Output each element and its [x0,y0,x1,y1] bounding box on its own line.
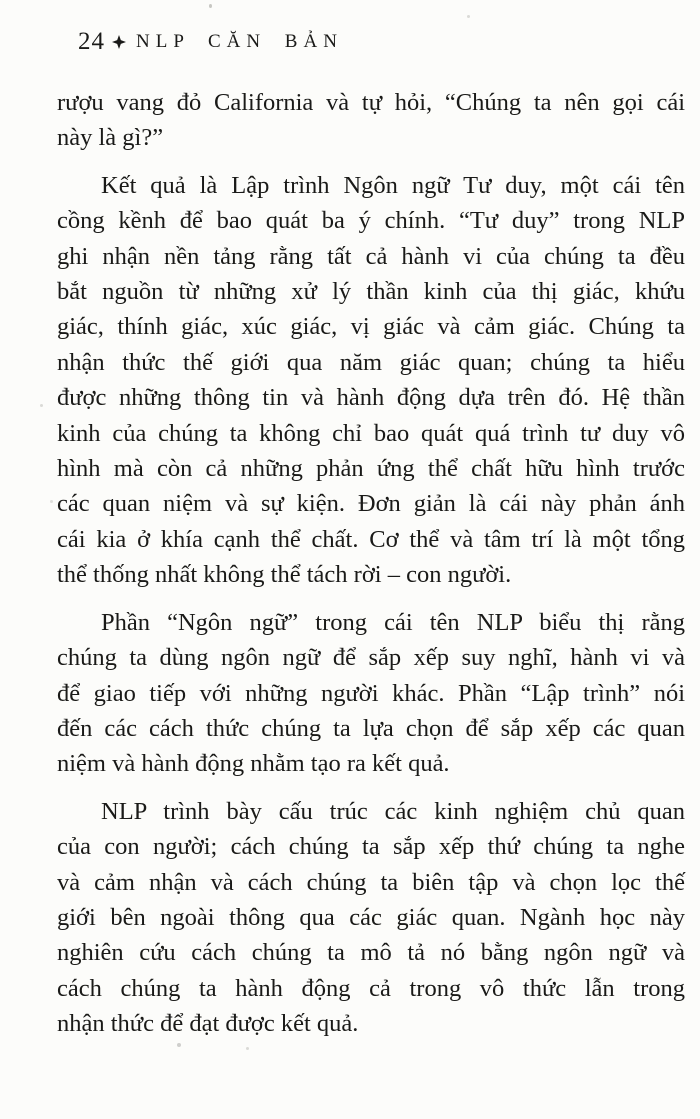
body-line: giác, thính giác, xúc giác, vị giác và cảm giác. Chúng ta [57,313,685,341]
body-line: Kết quả là Lập trình Ngôn ngữ Tư duy, một cái tên [101,171,685,199]
body-line: ghi nhận nền tảng rằng tất cả hành vi của chúng ta đều [57,242,685,270]
scan-speck [50,500,53,503]
paragraph [57,794,685,1042]
body-line: nghiên cứu cách chúng ta mô tả nó bằng ngôn ngữ và [57,939,685,967]
body-line: nhận thức để đạt được kết quả. [57,1010,359,1038]
body-line: này là gì?” [57,124,164,152]
four-pointed-star-icon [112,35,126,49]
body-line: thể thống nhất không thể tách rời – con người. [57,561,512,589]
body-line: các quan niệm và sự kiện. Đơn giản là cái này phản ánh [57,490,685,518]
body-line: hình mà còn cả những phản ứng thể chất hữu hình trước [57,455,685,483]
page-number: 24 [78,28,105,55]
body-line: kinh của chúng ta không chỉ bao quát quá trình tư duy vô [57,419,685,447]
body-line: NLP trình bày cấu trúc các kinh nghiệm chủ quan [101,797,685,825]
scan-speck [209,4,212,8]
body-line: được những thông tin và hành động dựa trên đó. Hệ thần [57,384,685,412]
body-line: của con người; cách chúng ta sắp xếp thứ chúng ta nghe [57,833,685,861]
body-line: cái kia ở khía cạnh thể chất. Cơ thể và tâm trí là một tổng [57,525,685,553]
scan-speck [246,1047,249,1050]
body-line: đến các cách thức chúng ta lựa chọn để sắp xếp các quan [57,714,685,742]
body-line: bắt nguồn từ những xử lý thần kinh của thị giác, khứu [57,278,685,306]
body-line: rượu vang đỏ California và tự hỏi, “Chúng ta nên gọi cái [57,89,685,116]
body-line: và cảm nhận và cách chúng ta biên tập và chọn lọc thế [57,868,685,896]
paragraph [57,85,685,156]
body-line: niệm và hành động nhằm tạo ra kết quả. [57,750,450,778]
running-head [78,29,343,54]
body-line: chúng ta dùng ngôn ngữ để sắp xếp suy nghĩ, hành vi và [57,644,685,672]
page-body-text [57,85,685,1042]
body-line: Phần “Ngôn ngữ” trong cái tên NLP biểu thị rằng [101,608,685,636]
body-line: nhận thức thế giới qua năm giác quan; chúng ta hiểu [57,348,685,376]
body-line: cồng kềnh để bao quát ba ý chính. “Tư duy” trong NLP [57,207,685,235]
paragraph [57,605,685,782]
scan-speck [467,15,470,18]
body-line: cách chúng ta hành động cả trong vô thức lẫn trong [57,974,685,1002]
body-line: giới bên ngoài thông qua các giác quan. Ngành học này [57,903,685,931]
body-line: để giao tiếp với những người khác. Phần “Lập trình” nói [57,679,685,707]
book-title: NLP CĂN BẢN [136,31,343,52]
paragraph [57,168,685,593]
scan-speck [40,404,43,407]
scan-speck [177,1043,181,1047]
